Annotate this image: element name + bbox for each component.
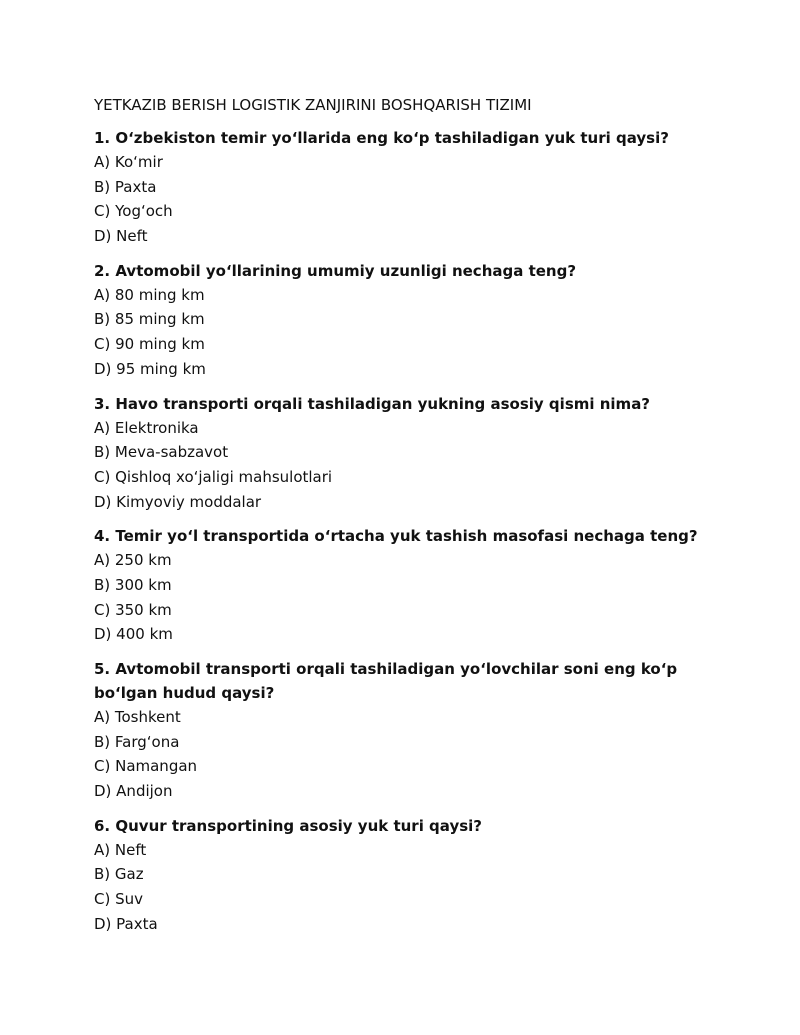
answer-options	[94, 283, 714, 382]
answer-option: A) 80 ming km	[94, 285, 205, 304]
answer-option: A) Toshkent	[94, 708, 181, 726]
answer-option: C) Suv	[94, 890, 143, 909]
answer-option: A) Ko‘mir	[94, 153, 163, 171]
question-block	[94, 657, 714, 804]
answer-options	[94, 150, 714, 249]
question-block	[94, 524, 714, 647]
answer-option: D) Andijon	[94, 782, 173, 801]
answer-option: B) Gaz	[94, 865, 144, 884]
question-block	[94, 259, 714, 382]
answer-option: D) 95 ming km	[94, 359, 206, 378]
question-text: 2. Avtomobil yo‘llarining umumiy uzunligi nechaga teng?	[94, 261, 577, 280]
question-block	[94, 814, 714, 937]
answer-option: B) 300 km	[94, 575, 172, 594]
answer-option: D) Kimyoviy moddalar	[94, 492, 262, 511]
answer-options	[94, 548, 714, 647]
question-block	[94, 392, 714, 515]
answer-options	[94, 416, 714, 515]
question-text: 6. Quvur transportining asosiy yuk turi qaysi?	[94, 816, 483, 835]
question-text: 1. O‘zbekiston temir yo‘llarida eng ko‘p tashiladigan yuk turi qaysi?	[94, 129, 669, 147]
answer-option: B) Paxta	[94, 177, 157, 196]
answer-option: A) Neft	[94, 840, 147, 859]
answer-option: C) Qishloq xo‘jaligi mahsulotlari	[94, 467, 333, 486]
answer-options	[94, 705, 714, 804]
document-title: YETKAZIB BERISH LOGISTIK ZANJIRINI BOSHQARISH TIZIMI	[94, 96, 532, 114]
answer-option: C) 90 ming km	[94, 335, 205, 354]
answer-option: D) Neft	[94, 227, 148, 246]
question-block	[94, 126, 714, 249]
answer-option: A) 250 km	[94, 551, 172, 570]
question-text: 4. Temir yo‘l transportida o‘rtacha yuk tashish masofasi nechaga teng?	[94, 527, 698, 546]
answer-option: C) Namangan	[94, 757, 198, 776]
answer-option: C) Yog‘och	[94, 202, 173, 221]
answer-option: B) 85 ming km	[94, 310, 205, 329]
document-page	[94, 94, 714, 947]
question-text: 3. Havo transporti orqali tashiladigan yukning asosiy qismi nima?	[94, 394, 651, 413]
question-text: 5. Avtomobil transporti orqali tashiladigan yo‘lovchilar soni eng ko‘p bo‘lgan hudud qaysi?	[94, 660, 678, 702]
answer-option: D) Paxta	[94, 914, 158, 933]
answer-option: D) 400 km	[94, 625, 173, 644]
answer-option: B) Meva-sabzavot	[94, 443, 229, 462]
answer-option: B) Farg‘ona	[94, 732, 180, 751]
answer-option: A) Elektronika	[94, 418, 199, 437]
answer-option: C) 350 km	[94, 600, 172, 619]
answer-options	[94, 838, 714, 937]
